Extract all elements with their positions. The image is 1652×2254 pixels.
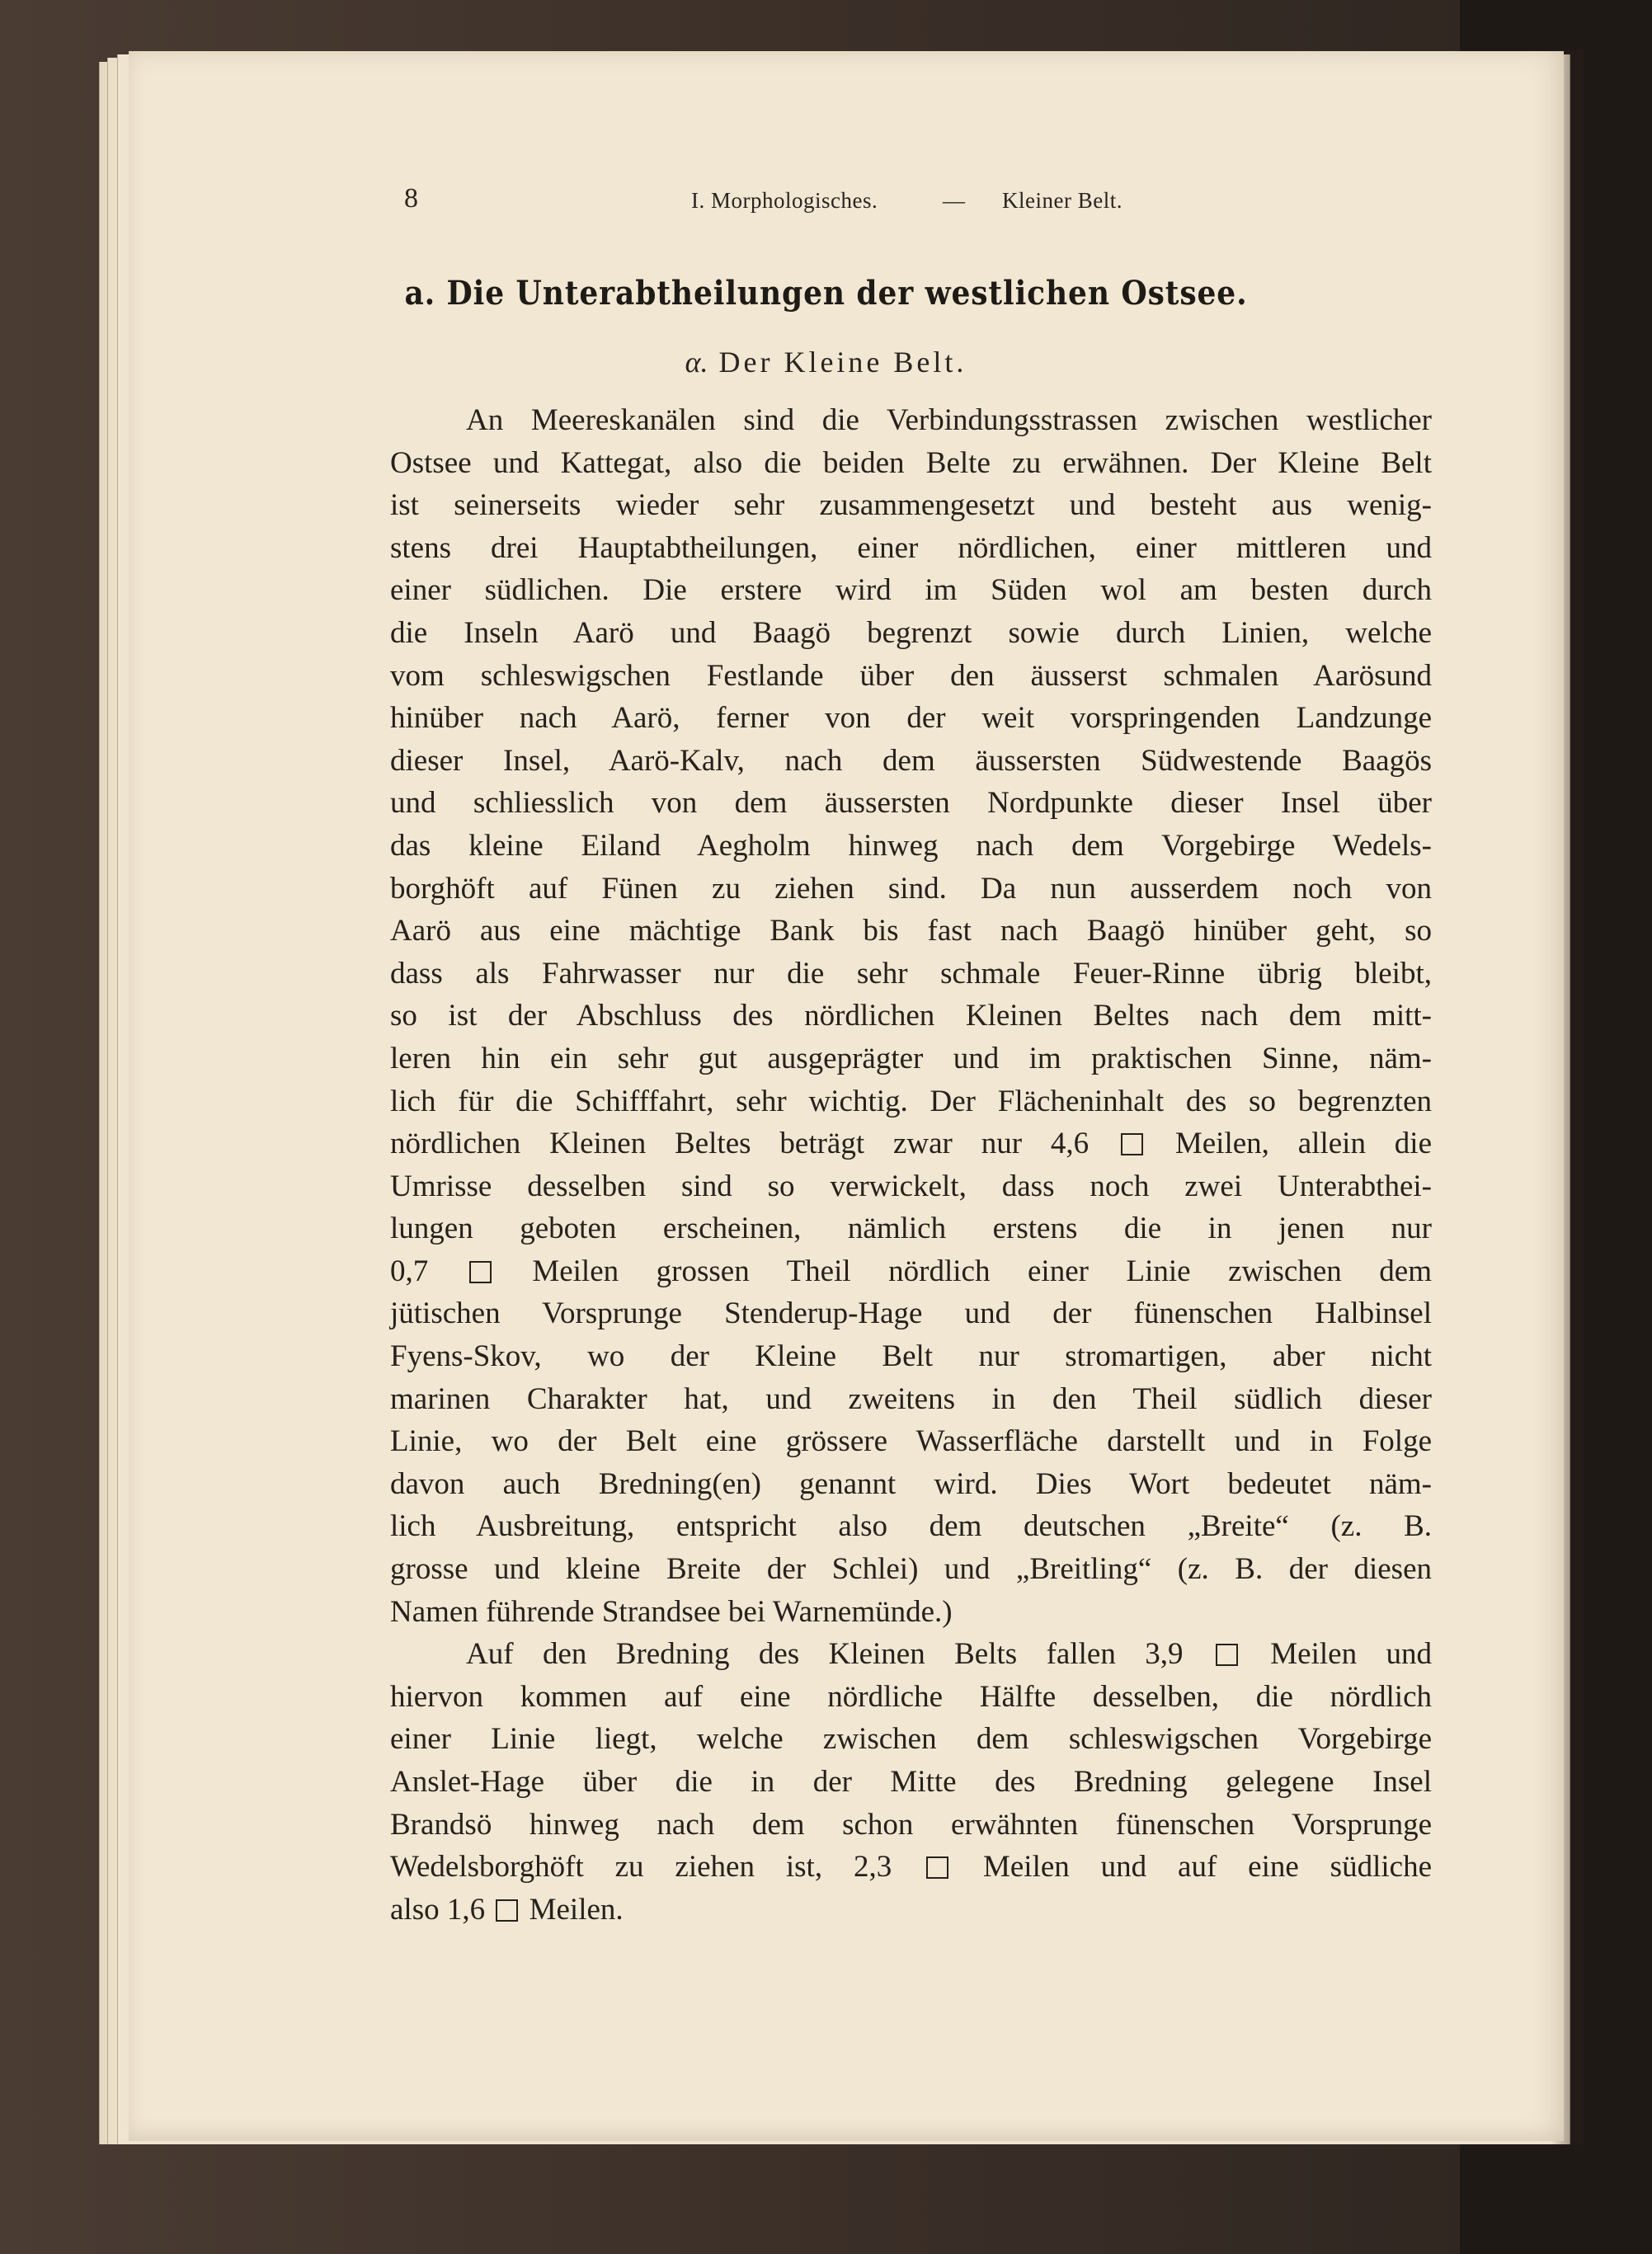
text-line: [390, 1207, 1432, 1250]
line-text: und schliesslich von dem äussersten Nordpunkte dieser Insel über: [390, 786, 1432, 821]
line-text-before-symbol: nördlichen Kleinen Beltes beträgt zwar nur 4,6: [390, 1127, 1118, 1161]
line-text: Umrisse desselben sind so verwickelt, dass noch zwei Unterabthei-: [390, 1169, 1432, 1203]
text-line: [390, 1889, 1432, 1932]
line-text-before-symbol: also 1,6: [390, 1892, 493, 1927]
line-text: lich für die Schifffahrt, sehr wichtig. Der Flächeninhalt des so begrenzten: [390, 1084, 1432, 1118]
text-line: [390, 1591, 1432, 1634]
body-text: [390, 399, 1432, 1931]
line-text: Brandsö hinweg nach dem schon erwähnten fünenschen Vorsprunge: [390, 1807, 1432, 1842]
text-line: [390, 399, 1432, 442]
text-line: [390, 1846, 1432, 1889]
square-mile-icon: [469, 1261, 492, 1283]
text-line: [390, 1165, 1432, 1208]
text-line: [390, 1335, 1432, 1378]
square-mile-icon: [1121, 1133, 1143, 1155]
text-line: [390, 1122, 1432, 1165]
line-text: grosse und kleine Breite der Schlei) und „Breitling“ (z. B. der diesen: [390, 1552, 1432, 1587]
text-line: [390, 953, 1432, 995]
text-line: [390, 1761, 1432, 1804]
subsection-heading: Der Kleine Belt.: [718, 346, 967, 379]
line-text: vom schleswigschen Festlande über den äusserst schmalen Aarösund: [390, 658, 1432, 693]
line-text: hiervon kommen auf eine nördliche Hälfte desselben, die nördlich: [390, 1679, 1432, 1714]
line-text-after-symbol: Meilen grossen Theil nördlich einer Linie zwischen dem: [494, 1254, 1432, 1288]
line-text: Fyens-Skov, wo der Kleine Belt nur stromartigen, aber nicht: [390, 1339, 1432, 1374]
line-text: Linie, wo der Belt eine grössere Wasserfläche darstellt und in Folge: [390, 1424, 1432, 1459]
line-text: Ostsee und Kattegat, also die beiden Belte zu erwähnen. Der Kleine Belt: [390, 445, 1432, 480]
text-line: [390, 569, 1432, 612]
line-text: einer Linie liegt, welche zwischen dem schleswigschen Vorgebirge: [390, 1722, 1432, 1757]
text-line: [390, 868, 1432, 911]
line-text: An Meereskanälen sind die Verbindungsstrassen zwischen westlicher: [466, 403, 1432, 437]
text-line: [390, 740, 1432, 783]
line-text: Namen führende Strandsee bei Warnemünde.): [390, 1594, 953, 1629]
text-line: [390, 655, 1432, 698]
line-text: Aarö aus eine mächtige Bank bis fast nach Baagö hinüber geht, so: [390, 914, 1432, 948]
text-line: [390, 1718, 1432, 1761]
line-text-before-symbol: 0,7: [390, 1254, 466, 1288]
line-text-after-symbol: Meilen, allein die: [1146, 1127, 1432, 1161]
text-line: [390, 1250, 1432, 1293]
line-text-before-symbol: Auf den Bredning des Kleinen Belts fallen 3,9: [466, 1637, 1212, 1672]
text-line: [390, 1633, 1432, 1676]
text-line: [390, 484, 1432, 527]
line-text: davon auch Bredning(en) genannt wird. Dies Wort bedeutet näm-: [390, 1466, 1432, 1501]
text-line: [390, 527, 1432, 570]
text-line: [390, 1505, 1432, 1548]
line-text: borghöft auf Fünen zu ziehen sind. Da nun ausserdem noch von: [390, 871, 1432, 906]
text-line: [390, 910, 1432, 953]
line-text: ist seinerseits wieder sehr zusammengesetzt und besteht aus wenig-: [390, 488, 1432, 523]
line-text-after-symbol: Meilen und: [1240, 1637, 1432, 1672]
text-line: [390, 1463, 1432, 1506]
line-text: Anslet-Hage über die in der Mitte des Bredning gelegene Insel: [390, 1765, 1432, 1799]
line-text: das kleine Eiland Aegholm hinweg nach dem Vorgebirge Wedels-: [390, 828, 1432, 863]
section-title: a. Die Unterabtheilungen der westlichen Ostsee.: [404, 274, 1248, 313]
line-text: lungen geboten erscheinen, nämlich erstens die in jenen nur: [390, 1212, 1432, 1246]
text-line: [390, 1804, 1432, 1847]
text-line: [390, 995, 1432, 1038]
square-mile-icon: [926, 1856, 948, 1879]
page-number: 8: [404, 183, 418, 214]
text-line: [390, 825, 1432, 868]
line-text: jütischen Vorsprunge Stenderup-Hage und der fünenschen Halbinsel: [390, 1296, 1432, 1331]
line-text: stens drei Hauptabtheilungen, einer nördlichen, einer mittleren und: [390, 530, 1432, 565]
text-line: [390, 442, 1432, 485]
line-text: dass als Fahrwasser nur die sehr schmale Feuer-Rinne übrig bleibt,: [390, 956, 1432, 991]
line-text: leren hin ein sehr gut ausgeprägter und im praktischen Sinne, näm-: [390, 1041, 1432, 1075]
running-head-title: I. Morphologisches.: [691, 188, 878, 213]
text-line: [390, 1676, 1432, 1719]
subsection-title: [0, 345, 1652, 379]
line-text: einer südlichen. Die erstere wird im Süden wol am besten durch: [390, 573, 1432, 608]
line-text: lich Ausbreitung, entspricht also dem deutschen „Breite“ (z. B.: [390, 1509, 1432, 1544]
line-text: so ist der Abschluss des nördlichen Kleinen Beltes nach dem mitt-: [390, 999, 1432, 1033]
running-head-dash: —: [943, 188, 965, 213]
text-line: [390, 782, 1432, 825]
line-text-after-symbol: Meilen und auf eine südliche: [952, 1850, 1432, 1885]
text-line: [390, 1548, 1432, 1591]
text-line: [390, 1378, 1432, 1421]
running-head-chapter: Kleiner Belt.: [1002, 188, 1123, 213]
text-line: [390, 612, 1432, 655]
text-line: [390, 1038, 1432, 1080]
line-text: hinüber nach Aarö, ferner von der weit vorspringenden Landzunge: [390, 701, 1432, 736]
square-mile-icon: [496, 1899, 518, 1922]
text-line: [390, 1420, 1432, 1463]
text-line: [390, 1292, 1432, 1335]
square-mile-icon: [1216, 1644, 1238, 1666]
line-text-before-symbol: Wedelsborghöft zu ziehen ist, 2,3: [390, 1850, 924, 1885]
subsection-prefix: α.: [685, 346, 708, 379]
line-text: marinen Charakter hat, und zweitens in den Theil südlich dieser: [390, 1381, 1432, 1416]
line-text-after-symbol: Meilen.: [521, 1892, 624, 1927]
text-line: [390, 1080, 1432, 1123]
line-text: die Inseln Aarö und Baagö begrenzt sowie durch Linien, welche: [390, 615, 1432, 650]
line-text: dieser Insel, Aarö-Kalv, nach dem äussersten Südwestende Baagös: [390, 743, 1432, 778]
text-line: [390, 697, 1432, 740]
